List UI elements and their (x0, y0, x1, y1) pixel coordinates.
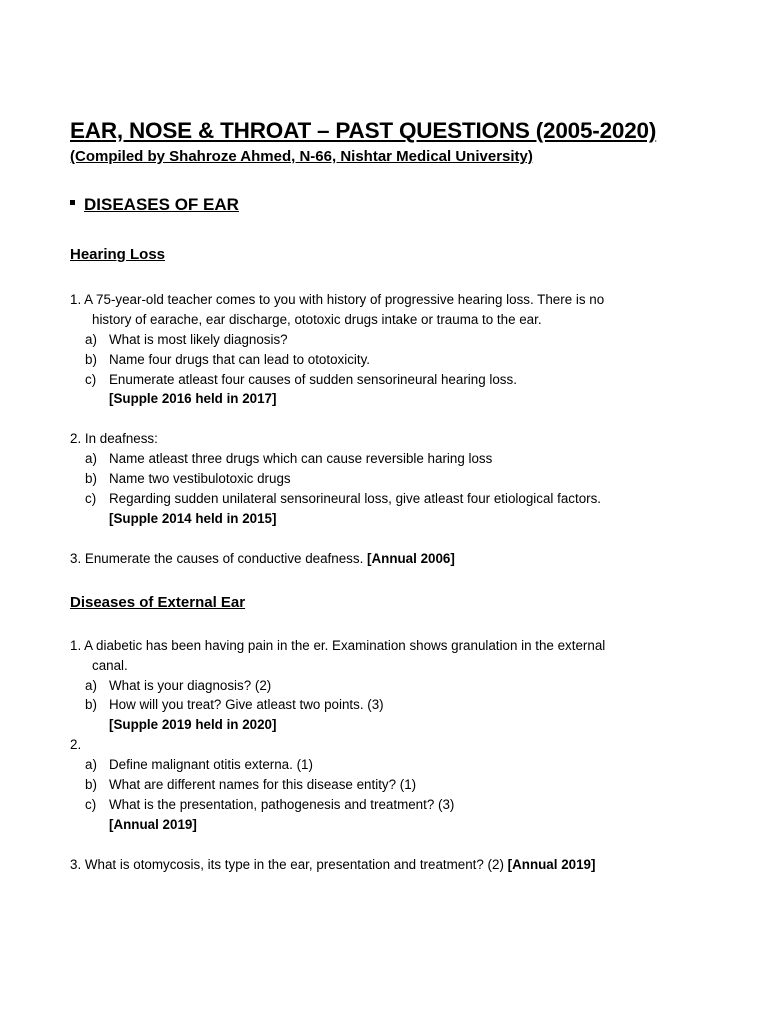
exam-reference: [Supple 2014 held in 2015] (109, 511, 277, 526)
heading-external-ear: Diseases of External Ear (70, 594, 246, 611)
sub-question: a) Name atleast three drugs which can cause reversible haring loss (85, 451, 493, 466)
question-line: 1. A 75-year-old teacher comes to you with history of progressive hearing loss. There is no (70, 292, 605, 307)
question-line: 2. In deafness: (70, 431, 158, 446)
sub-question: a) Define malignant otitis externa. (1) (85, 757, 313, 772)
section-heading (70, 195, 239, 215)
question-line: 3. What is otomycosis, its type in the ear, presentation and treatment? (2) [Annual 2019] (70, 857, 596, 872)
question-line: 3. Enumerate the causes of conductive deafness. [Annual 2006] (70, 551, 455, 566)
heading-hearing-loss: Hearing Loss (70, 246, 166, 263)
exam-reference: [Supple 2019 held in 2020] (109, 717, 277, 732)
sub-question: b) How will you treat? Give atleast two points. (3) (85, 697, 384, 712)
sub-question: c) Enumerate atleast four causes of sudden sensorineural hearing loss. (85, 372, 517, 387)
exam-reference: [Annual 2019] (507, 857, 596, 872)
sub-question: a) What is most likely diagnosis? (85, 332, 288, 347)
sub-question: b) Name two vestibulotoxic drugs (85, 471, 291, 486)
exam-reference: [Supple 2016 held in 2017] (109, 391, 277, 406)
sub-question: c) Regarding sudden unilateral sensorineural loss, give atleast four etiological factors. (85, 491, 602, 506)
document-subtitle: (Compiled by Shahroze Ahmed, N-66, Nishtar Medical University) (70, 148, 533, 165)
question-line: 1. A diabetic has been having pain in the er. Examination shows granulation in the external (70, 638, 606, 653)
question-line: history of earache, ear discharge, ototoxic drugs intake or trauma to the ear. (92, 312, 542, 327)
exam-reference: [Annual 2019] (109, 817, 197, 832)
exam-reference: [Annual 2006] (367, 551, 455, 566)
sub-question: b) Name four drugs that can lead to ototoxicity. (85, 352, 371, 367)
square-bullet-icon (70, 200, 75, 205)
question-line: canal. (92, 658, 128, 673)
section-label: DISEASES OF EAR (84, 195, 239, 214)
question-line: 2. (70, 737, 82, 752)
document-title: EAR, NOSE & THROAT – PAST QUESTIONS (2005-2020) (70, 118, 657, 143)
sub-question: b) What are different names for this disease entity? (1) (85, 777, 417, 792)
sub-question: c) What is the presentation, pathogenesis and treatment? (3) (85, 797, 455, 812)
sub-question: a) What is your diagnosis? (2) (85, 678, 272, 693)
